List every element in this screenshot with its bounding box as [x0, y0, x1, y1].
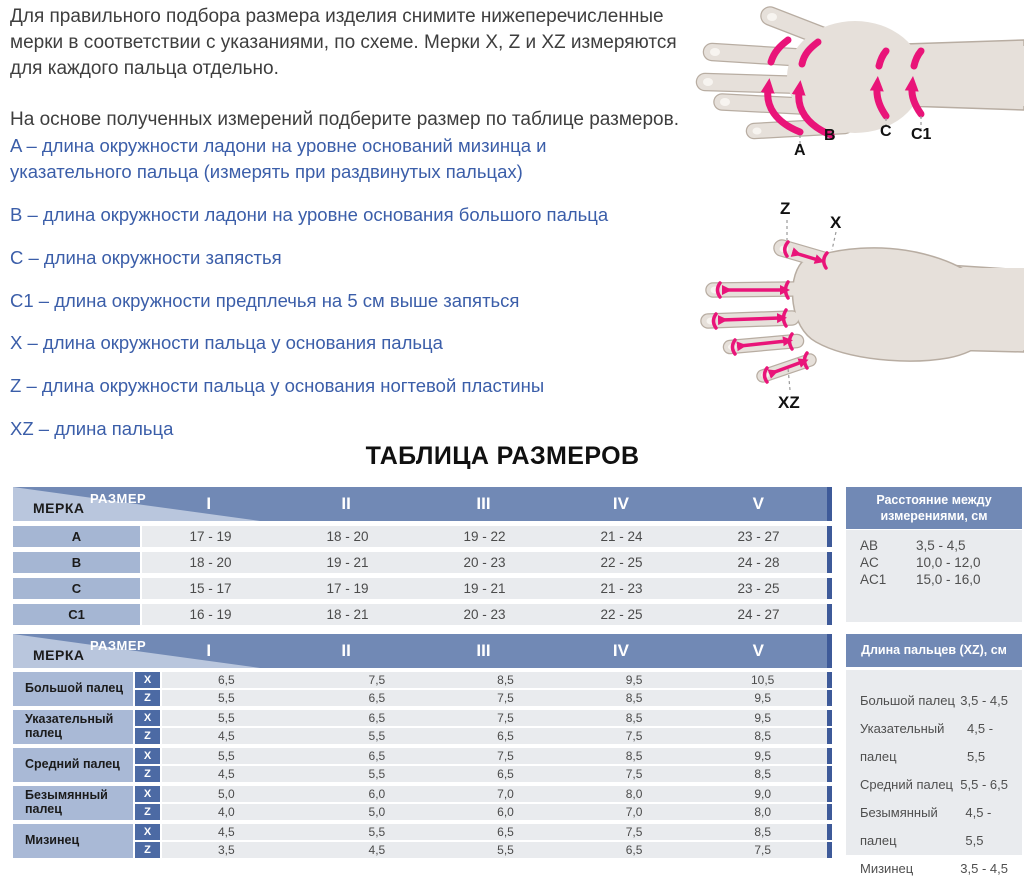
finger-length-label: Безымянный палец [860, 805, 938, 848]
finger-sub-row [162, 842, 832, 858]
xz-badges [135, 710, 160, 744]
table-cell: 9,5 [754, 691, 772, 705]
table-cell: 6,5 [625, 843, 643, 857]
finger-length-value: 5,5 - 6,5 [960, 777, 1008, 792]
table-cell: 7,5 [368, 673, 386, 687]
table-cell: 22 - 25 [600, 607, 643, 622]
sub-row-badge: Z [135, 766, 160, 782]
table-cell: 7,0 [625, 805, 643, 819]
distance-row [846, 554, 1022, 571]
table-cell: 24 - 27 [737, 607, 780, 622]
table-cell: 6,0 [497, 805, 514, 819]
xz-badges [135, 672, 160, 706]
table-row [13, 578, 832, 599]
column-header: V [752, 641, 764, 660]
column-header: II [341, 641, 351, 660]
finger-group [13, 824, 832, 858]
table-cell: 7,5 [754, 843, 772, 857]
finger-length-value: 3,5 - 4,5 [960, 861, 1008, 876]
definition-c1: C1 – длина окружности предплечья на 5 см выше запяться [10, 289, 520, 311]
table-cell: 24 - 28 [737, 555, 780, 570]
corner-measure-label: МЕРКА [33, 647, 85, 663]
row-label: B [13, 552, 140, 573]
finger-rows [162, 748, 832, 782]
sub-row-badge: X [135, 710, 160, 726]
finger-sub-row [162, 786, 832, 802]
table-cell: 7,5 [625, 825, 643, 839]
finger-length-row [846, 687, 1022, 715]
definition-xz: XZ – длина пальца [10, 418, 174, 440]
row-label: C1 [13, 604, 140, 625]
sub-row-badge: Z [135, 728, 160, 744]
table-cell: 5,5 [217, 749, 235, 763]
label-b: B [824, 127, 836, 144]
table-cell: 16 - 19 [189, 607, 232, 622]
table-row [13, 604, 832, 625]
table-cell: 19 - 21 [326, 555, 369, 570]
xz-badges [135, 786, 160, 820]
distance-value: 3,5 - 4,5 [916, 538, 966, 553]
table-cell: 20 - 23 [463, 555, 506, 570]
table-row [13, 526, 832, 547]
finger-length-label: Средний палец [860, 777, 953, 792]
table-cell: 8,5 [497, 673, 514, 687]
distance-value: 10,0 - 12,0 [916, 555, 981, 570]
table-cell: 20 - 23 [463, 607, 506, 622]
table-cell: 17 - 19 [189, 529, 232, 544]
corner-measure-label: МЕРКА [33, 500, 85, 516]
table-cell: 8,5 [625, 711, 643, 725]
table-cell: 8,5 [625, 749, 643, 763]
column-header: III [476, 641, 491, 660]
table-cell: 8,5 [625, 691, 643, 705]
table-cell: 9,5 [754, 749, 772, 763]
finger-table-header [13, 634, 832, 668]
table-cell: 19 - 22 [463, 529, 506, 544]
distance-label: AC1 [860, 572, 887, 587]
finger-length-row [846, 855, 1022, 883]
row-label: C [13, 578, 140, 599]
table-cell: 5,5 [217, 691, 235, 705]
distance-label: AB [860, 538, 879, 553]
finger-group [13, 710, 832, 744]
finger-sub-row [162, 748, 832, 764]
finger-group [13, 786, 832, 820]
table-cell: 5,5 [497, 843, 514, 857]
intro-paragraph-1: Для правильного подбора размера изделия снимите нижеперечисленные мерки в соответствии с указаниями, по схеме. Мерки X, Z и XZ измеряются для каждого пальца отдельно. [10, 6, 677, 80]
finger-length-value: 4,5 - 5,5 [965, 805, 992, 848]
finger-group [13, 672, 832, 706]
table-cell: 22 - 25 [600, 555, 643, 570]
distance-value: 15,0 - 16,0 [916, 572, 981, 587]
column-header: III [476, 494, 491, 513]
finger-sub-row [162, 804, 832, 820]
xz-badges [135, 748, 160, 782]
table-cell: 9,0 [754, 787, 772, 801]
size-table [13, 487, 832, 625]
table-cell: 5,5 [217, 711, 235, 725]
table-cell: 4,5 [368, 843, 386, 857]
table-cell: 4,5 [217, 729, 235, 743]
header-spacer [13, 487, 140, 521]
label-x: X [830, 213, 842, 232]
definition-z: Z – длина окружности пальца у основания ногтевой пластины [10, 375, 545, 397]
sub-row-badge: Z [135, 804, 160, 820]
finger-rows [162, 672, 832, 706]
definition-x: X – длина окружности пальца у основания пальца [10, 332, 443, 354]
label-z: Z [780, 199, 791, 218]
table-cell: 6,5 [368, 711, 386, 725]
table-cell: 23 - 25 [737, 581, 780, 596]
finger-length-label: Большой палец [860, 693, 955, 708]
table-cell: 15 - 17 [189, 581, 232, 596]
table-cell: 5,5 [368, 729, 386, 743]
finger-sub-row [162, 766, 832, 782]
finger-label: Безымянный палец [13, 786, 133, 820]
column-header: IV [612, 641, 629, 660]
table-cell: 4,0 [217, 805, 235, 819]
column-header: I [206, 494, 212, 513]
finger-length-row [846, 771, 1022, 799]
table-cell: 8,5 [754, 767, 772, 781]
table-cell: 5,0 [368, 805, 386, 819]
finger-group [13, 748, 832, 782]
table-cell: 10,5 [750, 673, 775, 687]
table-cell: 7,5 [497, 711, 514, 725]
finger-measure-diagram [680, 192, 1024, 418]
finger-table [13, 634, 832, 858]
finger-sub-row [162, 690, 832, 706]
distance-row [846, 571, 1022, 588]
finger-length-row [846, 799, 1022, 855]
finger-length-panel-title: Длина пальцев (XZ), см [846, 634, 1022, 667]
table-cell: 4,5 [217, 825, 235, 839]
finger-length-panel [846, 634, 1022, 876]
definition-a: A – длина окружности ладони на уровне оснований мизинца и указательного пальца (измерять при раздвинутых пальцах) [10, 135, 547, 182]
column-header: I [206, 641, 212, 660]
finger-length-row [846, 715, 1022, 771]
table-cell: 21 - 24 [600, 529, 643, 544]
size-table-title: ТАБЛИЦА РАЗМЕРОВ [365, 442, 640, 470]
table-cell: 7,5 [625, 767, 643, 781]
finger-sub-row [162, 824, 832, 840]
finger-label: Мизинец [13, 824, 133, 858]
corner-size-label: РАЗМЕР [90, 491, 147, 506]
table-cell: 9,5 [625, 673, 643, 687]
table-cell: 18 - 20 [326, 529, 369, 544]
finger-length-value: 3,5 - 4,5 [960, 693, 1008, 708]
corner-size-label: РАЗМЕР [90, 638, 147, 653]
finger-sub-row [162, 672, 832, 688]
row-label: A [13, 526, 140, 547]
table-cell: 18 - 21 [326, 607, 369, 622]
table-cell: 7,0 [497, 787, 514, 801]
distance-panel-title: Расстояние между измерениями, см [846, 487, 1022, 529]
finger-label: Большой палец [13, 672, 133, 706]
label-c: C [880, 123, 892, 140]
table-cell: 6,5 [217, 673, 235, 687]
table-cell: 19 - 21 [463, 581, 506, 596]
label-a: A [794, 142, 806, 159]
distance-label: AC [860, 555, 879, 570]
label-xz: XZ [778, 393, 800, 412]
sub-row-badge: X [135, 748, 160, 764]
finger-length-label: Мизинец [860, 861, 914, 876]
finger-sub-row [162, 710, 832, 726]
sub-row-badge: X [135, 786, 160, 802]
table-cell: 6,5 [497, 825, 514, 839]
finger-rows [162, 824, 832, 858]
table-cell: 7,5 [625, 729, 643, 743]
xz-badges [135, 824, 160, 858]
distance-row [846, 537, 1022, 554]
sub-row-badge: X [135, 824, 160, 840]
distance-panel [846, 487, 1022, 622]
column-header: V [752, 494, 764, 513]
finger-length-value: 4,5 - 5,5 [967, 721, 994, 764]
table-cell: 17 - 19 [326, 581, 369, 596]
table-cell: 6,0 [368, 787, 386, 801]
finger-label: Средний палец [13, 748, 133, 782]
row-data [142, 526, 832, 547]
table-row [13, 552, 832, 573]
table-cell: 5,5 [368, 825, 386, 839]
table-cell: 8,0 [754, 805, 772, 819]
table-cell: 6,5 [368, 749, 386, 763]
size-table-header [13, 487, 832, 521]
table-cell: 23 - 27 [737, 529, 780, 544]
table-cell: 9,5 [754, 711, 772, 725]
table-cell: 5,0 [217, 787, 235, 801]
table-cell: 6,5 [497, 729, 514, 743]
finger-rows [162, 786, 832, 820]
row-data [142, 552, 832, 573]
table-cell: 8,5 [754, 729, 772, 743]
row-data [142, 604, 832, 625]
table-cell: 18 - 20 [189, 555, 232, 570]
hand-circumference-diagram [690, 2, 1024, 170]
table-cell: 7,5 [497, 691, 514, 705]
table-cell: 5,5 [368, 767, 386, 781]
sub-row-badge: Z [135, 842, 160, 858]
intro-paragraph-2: На основе полученных измерений подберите размер по таблице размеров. [10, 108, 679, 130]
table-cell: 7,5 [497, 749, 514, 763]
column-header: II [341, 494, 351, 513]
sub-row-badge: X [135, 672, 160, 688]
sub-row-badge: Z [135, 690, 160, 706]
definition-c: C – длина окружности запястья [10, 246, 282, 268]
row-data [142, 578, 832, 599]
definition-b: B – длина окружности ладони на уровне основания большого пальца [10, 203, 609, 225]
table-cell: 8,0 [625, 787, 643, 801]
table-cell: 3,5 [217, 843, 235, 857]
table-cell: 4,5 [217, 767, 235, 781]
header-spacer [13, 634, 140, 668]
table-cell: 21 - 23 [600, 581, 643, 596]
table-cell: 6,5 [368, 691, 386, 705]
table-cell: 6,5 [497, 767, 514, 781]
finger-rows [162, 710, 832, 744]
finger-length-label: Указательный палец [860, 721, 945, 764]
measurement-definitions [10, 133, 672, 459]
finger-label: Указательный палец [13, 710, 133, 744]
label-c1: C1 [911, 126, 932, 143]
finger-sub-row [162, 728, 832, 744]
table-cell: 8,5 [754, 825, 772, 839]
column-header: IV [612, 494, 629, 513]
